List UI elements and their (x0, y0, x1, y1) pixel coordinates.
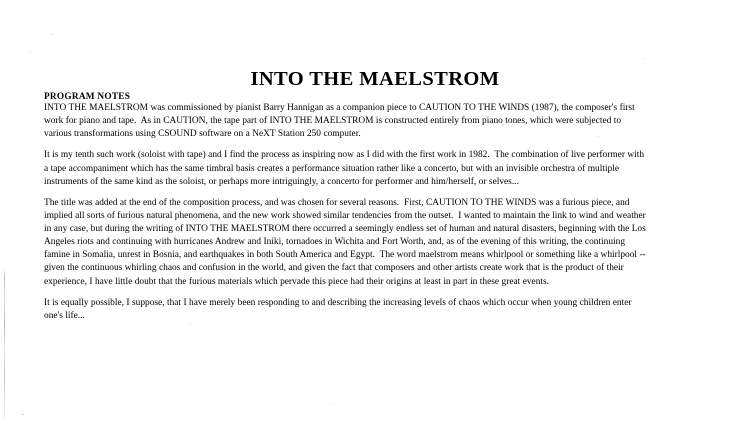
paragraph: It is my tenth such work (soloist with tape) and I find the process as inspiring now as I did with the first work in 1982. The combination of live performer with a tape accompaniment which has the same timbral basis creates a performance situation rather like a concerto, but with an invisible orchestra of multiple instruments of the same kind as the soloist, or perhaps more intriguingly, a concerto for performer and him/herself, or selves... (44, 150, 647, 187)
paragraph: It is equally possible, I suppose, that I have merely been responding to and describing the increasing levels of chaos which occur when young children enter one's life... (44, 297, 634, 321)
paragraph: The title was added at the end of the composition process, and was chosen for several reasons. First, CAUTION TO THE WINDS was a furious piece, and implied all sorts of furious natural phenomena, and the new work showed similar tendencies from the outset. I wanted to maintain the link to wind and weather in any case, but during the writing of INTO THE MAELSTROM there occurred a seemingly endless set of human and natural disasters, beginning with the Los Angeles riots and continuing with hurricanes Andrew and Iniki, tornadoes in Wichita and Fort Worth, and, as of the evening of this writing, the continuing famine in Somalia, unrest in Bosnia, and earthquakes in both South America and Egypt. The word maelstrom means whirlpool or something like a whirlpool -- given the continuous whirling chaos and confusion in the world, and given the fact that composers and other artists create work that is the product of their experience, I have little doubt that the furious materials which pervade this piece had their origins at least in part in these great events. (44, 197, 649, 287)
page-title: INTO THE MAELSTROM (250, 67, 500, 90)
paragraph: INTO THE MAELSTROM was commissioned by pianist Barry Hannigan as a companion piece to CAUTION TO THE WINDS (1987), the composer's first work for piano and tape. As in CAUTION, the tape part of INTO THE MAELSTROM is constructed entirely from piano tones, which were subjected to various transformations using CSOUND software on a NeXT Station 250 computer. (44, 103, 638, 140)
program-notes-body (44, 102, 648, 323)
section-heading-program-notes: PROGRAM NOTES (44, 91, 131, 102)
